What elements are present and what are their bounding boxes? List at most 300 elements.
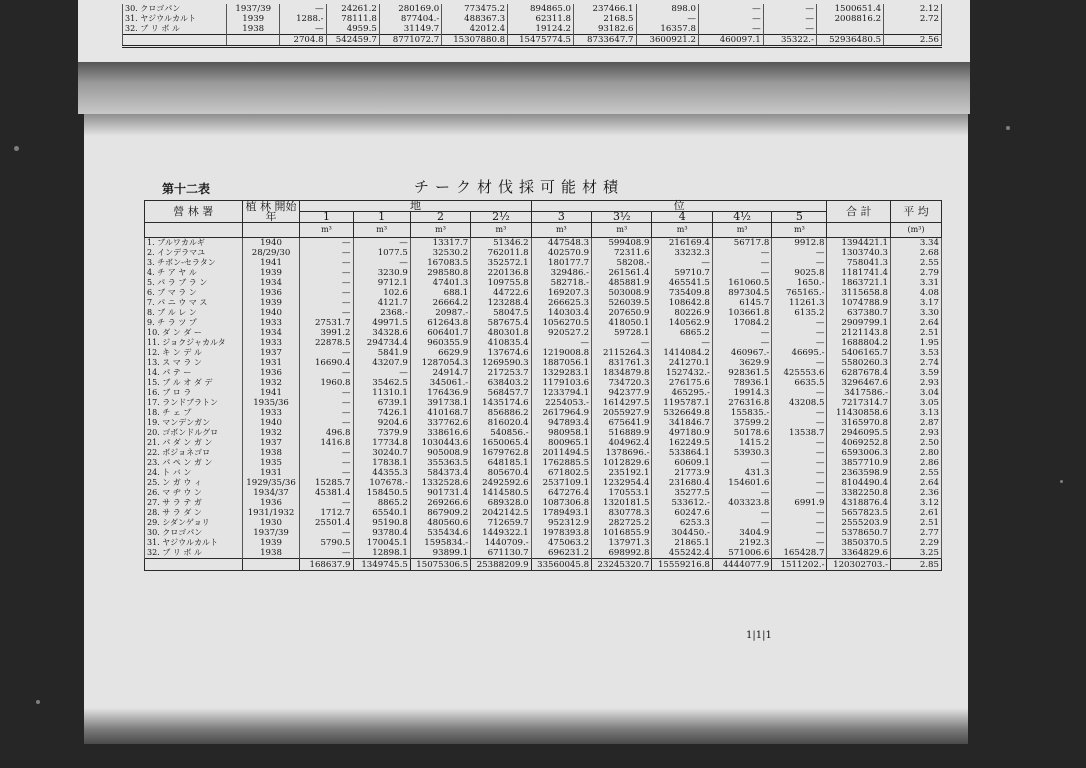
- volume-cell: 582718.-: [531, 278, 591, 288]
- volume-cell: 107678.-: [353, 478, 410, 488]
- volume-cell: 276175.6: [652, 378, 712, 388]
- volume-cell: 920527.2: [531, 328, 591, 338]
- volume-cell: 410835.4: [471, 338, 531, 348]
- start-year: 1936: [242, 498, 300, 508]
- office-name: 23. パ ペ ン ガ ン: [145, 458, 243, 468]
- start-year: 1937/39: [242, 528, 300, 538]
- total-volume-cell: 15559216.8: [652, 559, 712, 571]
- previous-table-row: [123, 14, 942, 24]
- volume-cell: 27531.7: [300, 318, 353, 328]
- volume-cell: 584373.4: [410, 468, 470, 478]
- office-name: 18. チ ェ プ: [145, 408, 243, 418]
- start-year: 1940: [242, 418, 300, 428]
- volume-cell: 6135.2: [772, 308, 827, 318]
- volume-cell: —: [300, 248, 353, 258]
- office-header: 營 林 署: [145, 201, 243, 223]
- start-year: 1931: [242, 358, 300, 368]
- volume-cell: —: [763, 24, 816, 35]
- volume-cell: —: [300, 548, 353, 559]
- volume-cell: 7379.9: [353, 428, 410, 438]
- volume-cell: 1527432.-: [652, 368, 712, 378]
- start-year: 1934: [242, 278, 300, 288]
- volume-cell: 9912.8: [772, 238, 827, 249]
- volume-cell: 867909.2: [410, 508, 470, 518]
- volume-cell: 1595834.-: [410, 538, 470, 548]
- volume-cell: 2368.-: [353, 308, 410, 318]
- volume-cell: 675641.9: [592, 418, 652, 428]
- volume-cell: —: [353, 368, 410, 378]
- total-volume-cell: 168637.9: [300, 559, 353, 571]
- volume-cell: 35277.5: [652, 488, 712, 498]
- volume-cell: 712659.7: [471, 518, 531, 528]
- average-cell: 3.53: [890, 348, 941, 358]
- office-name: 1. ブルワカルギ: [145, 238, 243, 249]
- volume-cell: —: [772, 508, 827, 518]
- start-year: 1937: [242, 348, 300, 358]
- volume-cell: 735409.8: [652, 288, 712, 298]
- volume-cell: —: [300, 258, 353, 268]
- total-cell: 1863721.1: [827, 278, 891, 288]
- volume-cell: 1414084.2: [652, 348, 712, 358]
- volume-cell: —: [772, 388, 827, 398]
- volume-cell: 6991.9: [772, 498, 827, 508]
- volume-cell: 93182.6: [574, 24, 636, 35]
- table-row: [145, 528, 942, 538]
- volume-cell: 217253.7: [471, 368, 531, 378]
- volume-cell: 235192.1: [592, 468, 652, 478]
- table-page: [84, 114, 968, 744]
- start-year: 1941: [242, 388, 300, 398]
- average-cell: 2.80: [890, 448, 941, 458]
- volume-cell: 53930.3: [712, 448, 771, 458]
- volume-cell: —: [300, 348, 353, 358]
- grand-total-cell: 120302703.-: [827, 559, 891, 571]
- volume-cell: 261561.4: [592, 268, 652, 278]
- total-cell: 2008816.2: [816, 14, 883, 24]
- site-class-header: 4: [652, 212, 712, 223]
- volume-cell: 2011494.5: [531, 448, 591, 458]
- volume-cell: 496.8: [300, 428, 353, 438]
- total-cell: 3115658.8: [827, 288, 891, 298]
- volume-cell: —: [300, 528, 353, 538]
- volume-cell: 1269590.3: [471, 358, 531, 368]
- total-cell: 4318876.4: [827, 498, 891, 508]
- average-cell: 2.51: [890, 518, 941, 528]
- volume-cell: —: [636, 14, 698, 24]
- dust-speck: [14, 146, 19, 151]
- average-cell: 2.61: [890, 508, 941, 518]
- site-class-group-left: 地: [300, 201, 531, 212]
- volume-cell: 1056270.5: [531, 318, 591, 328]
- volume-cell: 169207.3: [531, 288, 591, 298]
- volume-cell: 765165.-: [772, 288, 827, 298]
- start-year: 1932: [242, 428, 300, 438]
- volume-cell: 355363.5: [410, 458, 470, 468]
- volume-cell: 21773.9: [652, 468, 712, 478]
- start-year: 1930: [242, 518, 300, 528]
- volume-cell: —: [712, 488, 771, 498]
- volume-cell: 158450.5: [353, 488, 410, 498]
- volume-cell: —: [592, 338, 652, 348]
- volume-cell: —: [772, 468, 827, 478]
- volume-cell: 123288.4: [471, 298, 531, 308]
- volume-cell: 51346.2: [471, 238, 531, 249]
- table-row: [145, 418, 942, 428]
- total-cell: 1688804.2: [827, 338, 891, 348]
- volume-cell: 65540.1: [353, 508, 410, 518]
- grand-average-cell: 2.56: [884, 35, 942, 47]
- average-cell: 3.25: [890, 548, 941, 559]
- office-name: 29. シダンゲョリ: [145, 518, 243, 528]
- volume-cell: 410168.7: [410, 408, 470, 418]
- volume-cell: 1978393.8: [531, 528, 591, 538]
- volume-cell: —: [763, 4, 816, 14]
- volume-cell: 516889.9: [592, 428, 652, 438]
- volume-cell: 6635.5: [772, 378, 827, 388]
- volume-cell: 894865.0: [508, 4, 574, 14]
- volume-cell: 696231.2: [531, 548, 591, 559]
- start-year: 1937: [242, 438, 300, 448]
- volume-cell: 24914.7: [410, 368, 470, 378]
- volume-cell: 16690.4: [300, 358, 353, 368]
- office-name: 7. パ ニ ウ マ ス: [145, 298, 243, 308]
- volume-cell: —: [300, 238, 353, 249]
- total-volume-cell: 460097.1: [698, 35, 763, 47]
- start-year: 1938: [242, 448, 300, 458]
- volume-cell: 8865.2: [353, 498, 410, 508]
- volume-cell: 1650.-: [772, 278, 827, 288]
- total-cell: 8104490.4: [827, 478, 891, 488]
- average-cell: 2.36: [890, 488, 941, 498]
- average-cell: 2.12: [884, 4, 942, 14]
- volume-cell: 1416.8: [300, 438, 353, 448]
- volume-cell: 1016855.9: [592, 528, 652, 538]
- previous-page-table: [122, 4, 942, 48]
- office-name: 12. キ ン デ ル: [145, 348, 243, 358]
- volume-cell: 304450.-: [652, 528, 712, 538]
- volume-cell: 298580.8: [410, 268, 470, 278]
- volume-cell: 431.3: [712, 468, 771, 478]
- volume-cell: 648185.1: [471, 458, 531, 468]
- volume-cell: 568457.7: [471, 388, 531, 398]
- total-cell: 3382250.8: [827, 488, 891, 498]
- volume-cell: 526039.5: [592, 298, 652, 308]
- volume-cell: 942377.9: [592, 388, 652, 398]
- office-name: 13. ス マ ラ ン: [145, 358, 243, 368]
- start-year: 1940: [242, 308, 300, 318]
- volume-cell: 20987.-: [410, 308, 470, 318]
- volume-cell: 19124.2: [508, 24, 574, 35]
- volume-cell: 11261.3: [772, 298, 827, 308]
- volume-cell: 1320181.5: [592, 498, 652, 508]
- site-class-header: 4½: [712, 212, 771, 223]
- volume-cell: 26664.2: [410, 298, 470, 308]
- volume-cell: 960355.9: [410, 338, 470, 348]
- start-year: 1941: [242, 258, 300, 268]
- volume-cell: 43208.5: [772, 398, 827, 408]
- volume-cell: 15285.7: [300, 478, 353, 488]
- unit-label: m³: [531, 223, 591, 238]
- volume-cell: —: [772, 478, 827, 488]
- volume-cell: —: [712, 268, 771, 278]
- volume-cell: 1378696.-: [592, 448, 652, 458]
- unit-label: m³: [353, 223, 410, 238]
- dust-speck: [1006, 126, 1010, 130]
- volume-cell: 947893.4: [531, 418, 591, 428]
- total-volume-cell: 3600921.2: [636, 35, 698, 47]
- volume-cell: 671130.7: [471, 548, 531, 559]
- total-cell: 3165970.8: [827, 418, 891, 428]
- volume-cell: 17734.8: [353, 438, 410, 448]
- volume-cell: 60247.6: [652, 508, 712, 518]
- previous-table-row: [123, 4, 942, 14]
- volume-cell: 599408.9: [592, 238, 652, 249]
- previous-page-fragment: [78, 0, 970, 63]
- volume-cell: 6253.3: [652, 518, 712, 528]
- table-row: [145, 488, 942, 498]
- total-cell: 637380.7: [827, 308, 891, 318]
- volume-cell: 3629.9: [712, 358, 771, 368]
- volume-cell: 2042142.5: [471, 508, 531, 518]
- volume-cell: 19914.3: [712, 388, 771, 398]
- volume-cell: 831761.3: [592, 358, 652, 368]
- volume-cell: 341846.7: [652, 418, 712, 428]
- volume-cell: 33232.3: [652, 248, 712, 258]
- volume-cell: 1077.5: [353, 248, 410, 258]
- site-class-header: 5: [772, 212, 827, 223]
- volume-cell: 266625.3: [531, 298, 591, 308]
- volume-cell: —: [280, 4, 326, 14]
- volume-cell: —: [772, 418, 827, 428]
- volume-cell: 805670.4: [471, 468, 531, 478]
- volume-cell: 30240.7: [353, 448, 410, 458]
- office-name: 24. ト バ ン: [145, 468, 243, 478]
- office-name: 15. ブ ル オ ダ デ: [145, 378, 243, 388]
- volume-cell: —: [698, 4, 763, 14]
- volume-cell: 877404.-: [379, 14, 441, 24]
- volume-cell: 1030443.6: [410, 438, 470, 448]
- volume-cell: 32530.2: [410, 248, 470, 258]
- office-name: 31. ヤジウルカルト: [123, 14, 227, 24]
- total-cell: 3850370.5: [827, 538, 891, 548]
- volume-cell: 102.6: [353, 288, 410, 298]
- volume-cell: 2055927.9: [592, 408, 652, 418]
- office-name: 22. ボジョネゴロ: [145, 448, 243, 458]
- total-volume-cell: 542459.7: [326, 35, 379, 47]
- volume-cell: 93899.1: [410, 548, 470, 559]
- volume-cell: 1179103.6: [531, 378, 591, 388]
- volume-cell: —: [652, 258, 712, 268]
- volume-cell: —: [772, 518, 827, 528]
- volume-cell: —: [712, 338, 771, 348]
- volume-cell: 425553.6: [772, 368, 827, 378]
- total-cell: 5657823.5: [827, 508, 891, 518]
- total-volume-cell: 4444077.9: [712, 559, 771, 571]
- volume-cell: 4959.5: [326, 24, 379, 35]
- table-row: [145, 518, 942, 528]
- volume-cell: 418050.1: [592, 318, 652, 328]
- table-row: [145, 508, 942, 518]
- site-class-header: 2: [410, 212, 470, 223]
- volume-cell: 24261.2: [326, 4, 379, 14]
- volume-cell: 1329283.1: [531, 368, 591, 378]
- volume-cell: 612643.8: [410, 318, 470, 328]
- table-row: [145, 438, 942, 448]
- volume-cell: 237466.1: [574, 4, 636, 14]
- volume-cell: 241270.1: [652, 358, 712, 368]
- volume-cell: 21865.1: [652, 538, 712, 548]
- volume-cell: 108642.8: [652, 298, 712, 308]
- volume-cell: 282725.2: [592, 518, 652, 528]
- volume-cell: 50178.6: [712, 428, 771, 438]
- volume-cell: 78111.8: [326, 14, 379, 24]
- table-row: [145, 338, 942, 348]
- volume-cell: 95190.8: [353, 518, 410, 528]
- office-name: 26. マ ヂ ウ ン: [145, 488, 243, 498]
- start-year: 1934: [242, 328, 300, 338]
- volume-cell: 533612.-: [652, 498, 712, 508]
- average-cell: [884, 24, 942, 35]
- start-year: 1938: [242, 548, 300, 559]
- volume-cell: 7426.1: [353, 408, 410, 418]
- start-year: 1937/39: [227, 4, 280, 14]
- volume-cell: —: [772, 248, 827, 258]
- office-name: 30. クロゴパン: [145, 528, 243, 538]
- volume-cell: 1414580.5: [471, 488, 531, 498]
- table-row: [145, 268, 942, 278]
- table-row: [145, 428, 942, 438]
- volume-cell: 231680.4: [652, 478, 712, 488]
- average-cell: 3.13: [890, 408, 941, 418]
- start-year: 1935: [242, 458, 300, 468]
- average-cell: 2.87: [890, 418, 941, 428]
- table-row: [145, 298, 942, 308]
- volume-cell: —: [353, 258, 410, 268]
- volume-cell: 1440709.-: [471, 538, 531, 548]
- volume-cell: 905008.9: [410, 448, 470, 458]
- unit-label: m³: [471, 223, 531, 238]
- average-cell: 2.29: [890, 538, 941, 548]
- total-cell: 5580260.3: [827, 358, 891, 368]
- start-year: 1933: [242, 318, 300, 328]
- volume-cell: —: [280, 24, 326, 35]
- volume-cell: 140562.9: [652, 318, 712, 328]
- table-row: [145, 288, 942, 298]
- volume-cell: 5326649.8: [652, 408, 712, 418]
- volume-cell: 31149.7: [379, 24, 441, 35]
- volume-cell: 638403.2: [471, 378, 531, 388]
- volume-cell: 137971.3: [592, 538, 652, 548]
- volume-cell: 3230.9: [353, 268, 410, 278]
- volume-cell: —: [712, 458, 771, 468]
- table-row: [145, 498, 942, 508]
- volume-cell: 1415.2: [712, 438, 771, 448]
- volume-cell: —: [772, 458, 827, 468]
- volume-cell: 60609.1: [652, 458, 712, 468]
- volume-cell: 1789493.1: [531, 508, 591, 518]
- office-name: 31. ヤジウルカルト: [145, 538, 243, 548]
- total-cell: 3364829.6: [827, 548, 891, 559]
- volume-cell: 170553.1: [592, 488, 652, 498]
- average-cell: 4.08: [890, 288, 941, 298]
- office-name: 9. チ ラ ツ プ: [145, 318, 243, 328]
- volume-cell: —: [772, 488, 827, 498]
- table-row: [145, 328, 942, 338]
- volume-cell: 352572.1: [471, 258, 531, 268]
- book-gutter: [78, 62, 970, 114]
- volume-cell: 897304.5: [712, 288, 771, 298]
- average-cell: 2.55: [890, 258, 941, 268]
- unit-label: m³: [772, 223, 827, 238]
- volume-cell: —: [698, 24, 763, 35]
- volume-cell: 404962.4: [592, 438, 652, 448]
- volume-cell: 2254053.-: [531, 398, 591, 408]
- average-cell: 3.12: [890, 498, 941, 508]
- total-cell: 758041.3: [827, 258, 891, 268]
- volume-cell: 109755.8: [471, 278, 531, 288]
- volume-cell: 294734.4: [353, 338, 410, 348]
- volume-cell: 72311.6: [592, 248, 652, 258]
- volume-cell: 6739.1: [353, 398, 410, 408]
- start-year: 1938: [227, 24, 280, 35]
- table-row: [145, 238, 942, 249]
- office-name: 30. クロゴパン: [123, 4, 227, 14]
- volume-cell: 176436.9: [410, 388, 470, 398]
- volume-cell: 137674.6: [471, 348, 531, 358]
- volume-cell: 4121.7: [353, 298, 410, 308]
- start-year: 1929/35/36: [242, 478, 300, 488]
- volume-cell: 403323.8: [712, 498, 771, 508]
- total-cell: 1394421.1: [827, 238, 891, 249]
- page-shadow: [84, 114, 968, 136]
- volume-cell: 688.1: [410, 288, 470, 298]
- volume-cell: 1233794.1: [531, 388, 591, 398]
- volume-cell: 1762885.5: [531, 458, 591, 468]
- total-volume-cell: 15475774.5: [508, 35, 574, 47]
- volume-cell: 44722.6: [471, 288, 531, 298]
- volume-cell: 898.0: [636, 4, 698, 14]
- start-year: 1931: [242, 468, 300, 478]
- volume-cell: 402570.9: [531, 248, 591, 258]
- volume-cell: 952312.9: [531, 518, 591, 528]
- volume-cell: 901731.4: [410, 488, 470, 498]
- volume-cell: 928361.5: [712, 368, 771, 378]
- table-row: [145, 408, 942, 418]
- total-cell: [816, 24, 883, 35]
- volume-cell: 12898.1: [353, 548, 410, 559]
- average-cell: 2.93: [890, 428, 941, 438]
- total-volume-cell: 2704.8: [280, 35, 326, 47]
- volume-cell: 2617964.9: [531, 408, 591, 418]
- office-name: 27. サ ラ テ ガ: [145, 498, 243, 508]
- volume-cell: 800965.1: [531, 438, 591, 448]
- site-class-group-right: 位: [531, 201, 827, 212]
- volume-cell: 329486.-: [531, 268, 591, 278]
- volume-cell: —: [300, 408, 353, 418]
- table-caption: 第十二表: [162, 182, 211, 196]
- volume-cell: —: [300, 368, 353, 378]
- volume-cell: —: [772, 358, 827, 368]
- office-name: 8. ブ ル レ ン: [145, 308, 243, 318]
- table-row: [145, 398, 942, 408]
- unit-label: m³: [712, 223, 771, 238]
- average-cell: 2.64: [890, 318, 941, 328]
- volume-cell: 447548.3: [531, 238, 591, 249]
- volume-cell: 6629.9: [410, 348, 470, 358]
- volume-cell: 689328.0: [471, 498, 531, 508]
- table-row: [145, 318, 942, 328]
- volume-cell: 6865.2: [652, 328, 712, 338]
